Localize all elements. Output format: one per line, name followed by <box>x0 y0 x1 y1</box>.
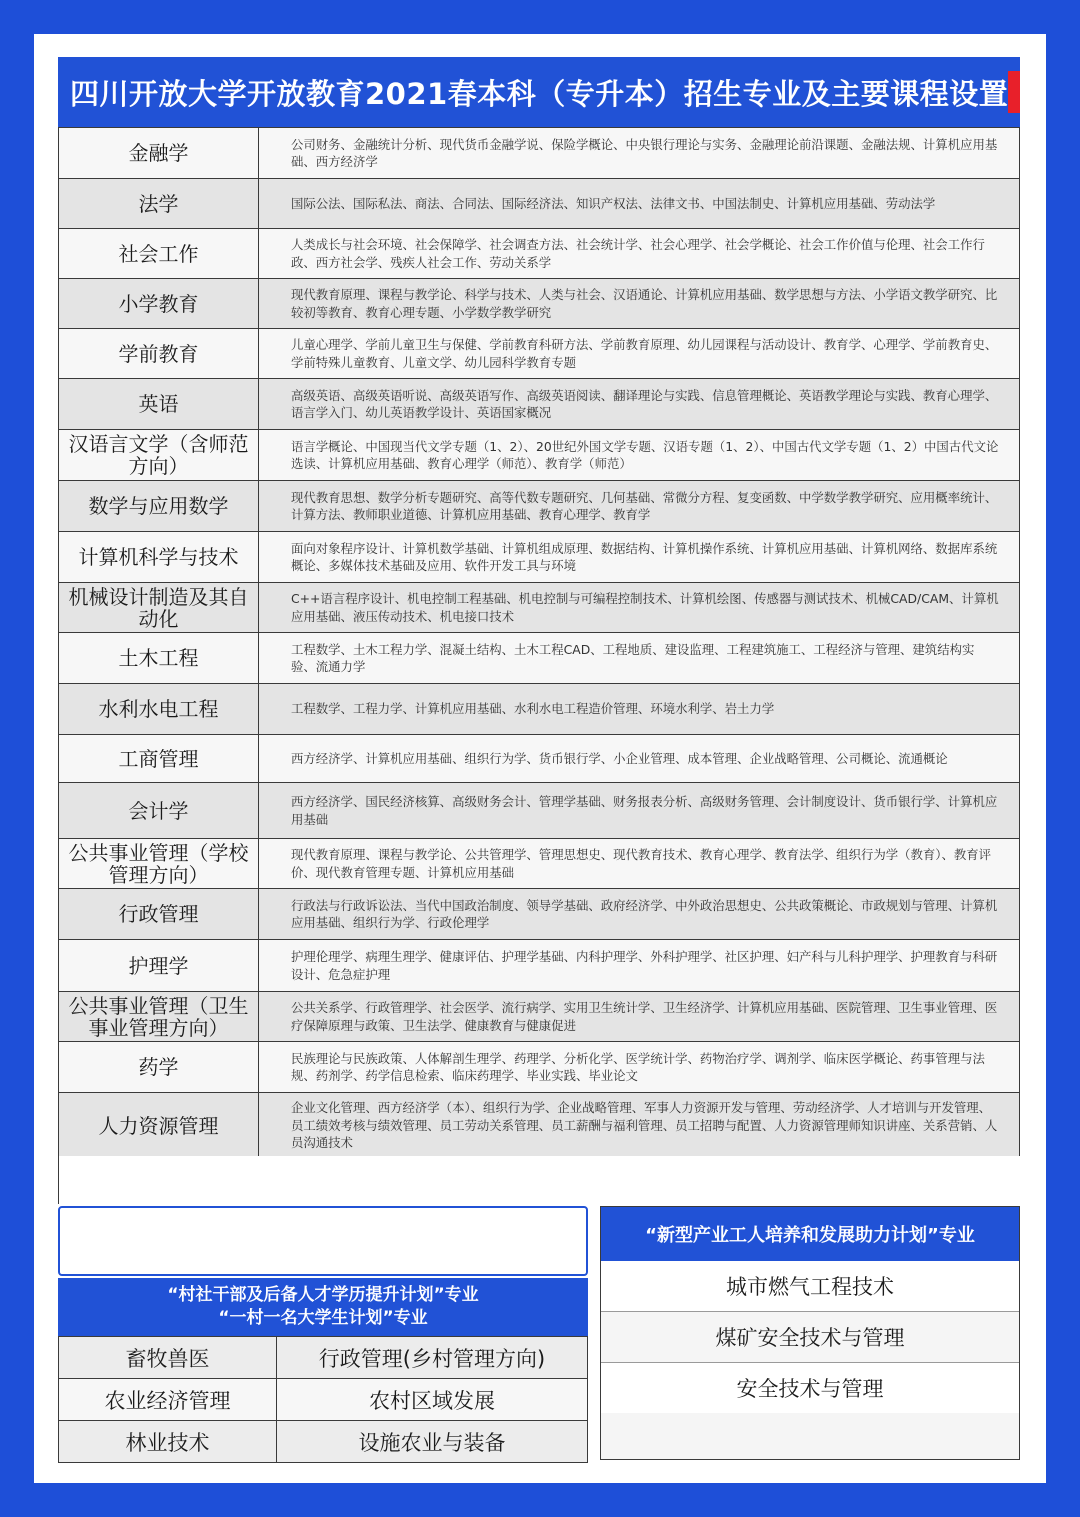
industry-major-item: 安全技术与管理 <box>601 1363 1019 1413</box>
table-row <box>59 379 1020 430</box>
major-name: 英语 <box>59 379 259 430</box>
major-courses: 公司财务、金融统计分析、现代货币金融学说、保险学概论、中央银行理论与实务、金融理论前沿课题、金融法规、计算机应用基础、西方经济学 <box>259 128 1020 179</box>
major-name: 工商管理 <box>59 735 259 783</box>
major-name: 数学与应用数学 <box>59 481 259 532</box>
village-major-cell: 畜牧兽医 <box>59 1337 277 1379</box>
table-row <box>59 633 1020 684</box>
major-courses: 儿童心理学、学前儿童卫生与保健、学前教育科研方法、学前教育原理、幼儿园课程与活动设计、教育学、心理学、学前教育史、学前特殊儿童教育、儿童文学、幼儿园科学教育专题 <box>259 329 1020 379</box>
village-plan-heading-line2: “一村一名大学生计划”专业 <box>218 1308 428 1328</box>
major-courses: 护理伦理学、病理生理学、健康评估、护理学基础、内科护理学、外科护理学、社区护理、妇产科与儿科护理学、护理教育与科研设计、危急症护理 <box>259 940 1020 992</box>
table-row <box>59 735 1020 783</box>
major-courses: 工程数学、工程力学、计算机应用基础、水利水电工程造价管理、环境水利学、岩土力学 <box>259 684 1020 735</box>
village-major-cell: 林业技术 <box>59 1421 277 1463</box>
table-blank-strip <box>58 1156 1021 1204</box>
major-courses: 公共关系学、行政管理学、社会医学、流行病学、实用卫生统计学、卫生经济学、计算机应用基础、医院管理、卫生事业管理、医疗保障原理与政策、卫生法学、健康教育与健康促进 <box>259 992 1020 1042</box>
table-row <box>59 992 1020 1042</box>
table-row <box>59 430 1020 481</box>
table-row <box>59 839 1020 889</box>
major-courses: 国际公法、国际私法、商法、合同法、国际经济法、知识产权法、法律文书、中国法制史、计算机应用基础、劳动法学 <box>259 179 1020 229</box>
major-name: 水利水电工程 <box>59 684 259 735</box>
major-name: 社会工作 <box>59 229 259 279</box>
major-courses: 现代教育原理、课程与教学论、科学与技术、人类与社会、汉语通论、计算机应用基础、数学思想与方法、小学语文教学研究、比较初等教育、教育心理专题、小学数学教学研究 <box>259 279 1020 329</box>
major-name: 计算机科学与技术 <box>59 532 259 583</box>
table-row <box>59 583 1020 633</box>
village-plan-heading-line1: “村社干部及后备人才学历提升计划”专业 <box>167 1285 479 1305</box>
major-name: 小学教育 <box>59 279 259 329</box>
major-courses: 人类成长与社会环境、社会保障学、社会调查方法、社会统计学、社会心理学、社会学概论、社会工作价值与伦理、社会工作行政、西方社会学、残疾人社会工作、劳动关系学 <box>259 229 1020 279</box>
major-courses: 面向对象程序设计、计算机数学基础、计算机组成原理、数据结构、计算机操作系统、计算机应用基础、计算机网络、数据库系统概论、多媒体技术基础及应用、软件开发工具与环境 <box>259 532 1020 583</box>
major-name: 机械设计制造及其自动化 <box>59 583 259 633</box>
major-name: 土木工程 <box>59 633 259 684</box>
major-courses: 企业文化管理、西方经济学（本）、组织行为学、企业战略管理、军事人力资源开发与管理、劳动经济学、人才培训与开发管理、员工绩效考核与绩效管理、员工劳动关系管理、员工薪酬与福利管理、员工招聘与配置、人力资源管理师知识讲座、关系营销、人员沟通技术 <box>259 1093 1020 1159</box>
major-courses: 语言学概论、中国现当代文学专题（1、2）、20世纪外国文学专题、汉语专题（1、2）、中国古代文学专题（1、2）中国古代文论选读、计算机应用基础、教育心理学（师范）、教育学（师范） <box>259 430 1020 481</box>
village-plan-heading <box>58 1278 588 1336</box>
village-plan-section <box>58 1206 588 1463</box>
village-plan-frame <box>58 1206 588 1276</box>
table-row <box>59 783 1020 839</box>
industry-plan-section <box>600 1206 1020 1460</box>
table-row <box>59 229 1020 279</box>
major-courses: 行政法与行政诉讼法、当代中国政治制度、领导学基础、政府经济学、中外政治思想史、公共政策概论、市政规划与管理、计算机应用基础、组织行为学、行政伦理学 <box>259 889 1020 940</box>
village-major-cell: 农业经济管理 <box>59 1379 277 1421</box>
table-row <box>59 481 1020 532</box>
table-row <box>59 128 1020 179</box>
major-name: 公共事业管理（学校管理方向） <box>59 839 259 889</box>
major-courses: C++语言程序设计、机电控制工程基础、机电控制与可编程控制技术、计算机绘图、传感器与测试技术、机械CAD/CAM、计算机应用基础、液压传动技术、机电接口技术 <box>259 583 1020 633</box>
major-courses: 工程数学、土木工程力学、混凝土结构、土木工程CAD、工程地质、建设监理、工程建筑施工、工程经济与管理、建筑结构实验、流通力学 <box>259 633 1020 684</box>
major-name: 法学 <box>59 179 259 229</box>
title-banner <box>58 57 1020 127</box>
village-major-cell: 行政管理(乡村管理方向) <box>277 1337 588 1379</box>
page-title: 四川开放大学开放教育2021春本科（专升本）招生专业及主要课程设置 <box>70 76 1009 111</box>
village-major-cell: 农村区域发展 <box>277 1379 588 1421</box>
table-row <box>59 1379 588 1421</box>
major-courses: 高级英语、高级英语听说、高级英语写作、高级英语阅读、翻译理论与实践、信息管理概论、英语教学理论与实践、教育心理学、语言学入门、幼儿英语教学设计、英语国家概况 <box>259 379 1020 430</box>
major-courses: 民族理论与民族政策、人体解剖生理学、药理学、分析化学、医学统计学、药物治疗学、调剂学、临床医学概论、药事管理与法规、药剂学、药学信息检索、临床药理学、毕业实践、毕业论文 <box>259 1042 1020 1093</box>
table-row <box>59 329 1020 379</box>
major-name: 药学 <box>59 1042 259 1093</box>
table-row <box>59 889 1020 940</box>
industry-major-item: 城市燃气工程技术 <box>601 1261 1019 1312</box>
major-name: 金融学 <box>59 128 259 179</box>
village-major-cell: 设施农业与装备 <box>277 1421 588 1463</box>
table-row <box>59 1093 1020 1159</box>
table-row <box>59 279 1020 329</box>
major-name: 行政管理 <box>59 889 259 940</box>
major-courses: 西方经济学、计算机应用基础、组织行为学、货币银行学、小企业管理、成本管理、企业战略管理、公司概论、流通概论 <box>259 735 1020 783</box>
major-name: 汉语言文学（含师范方向） <box>59 430 259 481</box>
industry-plan-heading: “新型产业工人培养和发展助力计划”专业 <box>601 1207 1019 1261</box>
industry-majors-list <box>601 1261 1019 1413</box>
major-name: 学前教育 <box>59 329 259 379</box>
major-courses: 西方经济学、国民经济核算、高级财务会计、管理学基础、财务报表分析、高级财务管理、会计制度设计、货币银行学、计算机应用基础 <box>259 783 1020 839</box>
major-courses: 现代教育原理、课程与教学论、公共管理学、管理思想史、现代教育技术、教育心理学、教育法学、组织行为学（教育）、教育评价、现代教育管理专题、计算机应用基础 <box>259 839 1020 889</box>
industry-major-item: 煤矿安全技术与管理 <box>601 1312 1019 1363</box>
table-row <box>59 179 1020 229</box>
major-name: 人力资源管理 <box>59 1093 259 1159</box>
major-name: 公共事业管理（卫生事业管理方向） <box>59 992 259 1042</box>
table-row <box>59 940 1020 992</box>
table-row <box>59 1042 1020 1093</box>
table-row <box>59 684 1020 735</box>
major-name: 护理学 <box>59 940 259 992</box>
red-accent-mark <box>1008 71 1020 113</box>
table-row <box>59 1337 588 1379</box>
table-row <box>59 532 1020 583</box>
major-courses: 现代教育思想、数学分析专题研究、高等代数专题研究、几何基础、常微分方程、复变函数、中学数学教学研究、应用概率统计、计算方法、教师职业道德、计算机应用基础、教育心理学、教育学 <box>259 481 1020 532</box>
table-row <box>59 1421 588 1463</box>
majors-table <box>58 127 1020 1159</box>
major-name: 会计学 <box>59 783 259 839</box>
village-majors-table <box>58 1336 588 1463</box>
